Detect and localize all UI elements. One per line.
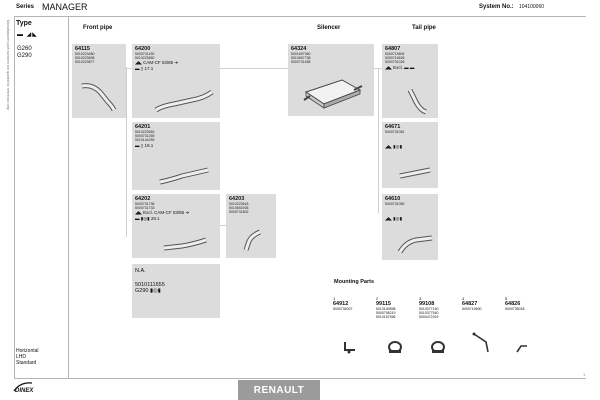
oem-code: 5010223480: [75, 52, 95, 56]
header-divider: [14, 16, 586, 17]
oem-code: 5000719600: [462, 307, 482, 311]
mounting-item-99108[interactable]: [419, 296, 459, 360]
silencer-drawing-icon: [302, 72, 364, 112]
item-index: 2: [376, 296, 379, 301]
oem-code: 5010223650: [135, 56, 155, 61]
logo-text: DINEX: [15, 388, 34, 394]
part-number: 99115: [376, 301, 391, 307]
part-number: 64201: [135, 124, 151, 130]
system-number-label: System No.:: [479, 4, 514, 10]
oem-code: 5001697360: [291, 52, 311, 56]
oem-code: 5000731796: [135, 202, 155, 206]
type-column-divider: [68, 16, 69, 378]
part-number: 64826: [505, 301, 521, 307]
oem-code: 5000731492: [135, 52, 155, 56]
model-g260: G260: [17, 46, 32, 52]
brand-banner: RENAULT: [238, 380, 320, 400]
oem-code: 5000798219: [376, 311, 396, 316]
part-box-not-available[interactable]: [132, 264, 220, 318]
oem-code: 5010223695: [75, 56, 95, 61]
oem-code: 5010157596: [376, 315, 396, 320]
part-number: 64324: [291, 46, 307, 52]
oem-code: 5000731081: [385, 130, 405, 134]
oem-code: 5000472319: [419, 315, 439, 320]
oem-code: 5010657738: [291, 56, 311, 61]
oem-code: 5000734007: [333, 307, 353, 311]
part-box-64610[interactable]: [382, 194, 438, 260]
vehicle-type-icon: ▬ ◢◣: [17, 32, 38, 38]
pipe-drawing-icon: [152, 88, 216, 114]
part-number: 64807: [385, 46, 401, 52]
connector: [378, 68, 379, 213]
variant: Standard: [16, 360, 37, 366]
clamp-icon: [429, 340, 447, 354]
page-mark: 1: [583, 372, 586, 377]
oem-code: 5010140898: [376, 307, 396, 311]
oem-code: 5000731265: [135, 134, 155, 139]
part-box-64115[interactable]: [72, 44, 126, 118]
part-box-64203[interactable]: [226, 194, 276, 258]
pipe-drawing-icon: [156, 166, 212, 186]
oem-code: 5000731080: [385, 202, 405, 206]
part-box-64202[interactable]: [132, 194, 220, 258]
side-note: Manufacturers part numbers are quoted for reference only: [6, 20, 10, 110]
item-index: 4: [462, 296, 465, 301]
oem-code: 5000719604: [385, 52, 405, 56]
item-index: 3: [419, 296, 422, 301]
part-number: 64115: [75, 46, 90, 52]
item-index: 5: [505, 296, 508, 301]
oem-code: 5010377140: [419, 307, 439, 311]
oem-code: 5000719626: [385, 56, 405, 61]
section-tail-pipe: Tail pipe: [412, 25, 436, 31]
fitment-note: ◢◣ CAM-CF 03/85 ➜: [135, 60, 179, 66]
system-number-value: 104100060: [519, 4, 545, 10]
part-number: 64202: [135, 196, 151, 202]
series-value: MANAGER: [42, 2, 88, 12]
pipe-drawing-icon: [404, 86, 430, 116]
part-box-64807[interactable]: [382, 44, 438, 118]
pipe-drawing-icon: [398, 166, 434, 180]
part-box-64200[interactable]: [132, 44, 220, 118]
section-silencer: Silencer: [317, 25, 341, 31]
drive-side: LHD: [16, 354, 27, 360]
part-box-64201[interactable]: [132, 122, 220, 190]
oem-code: 5010692405: [229, 206, 249, 211]
part-number: 64200: [135, 46, 151, 52]
fitment-note: G290 ▮◎▮: [135, 288, 161, 294]
bracket-icon: [343, 340, 357, 354]
oem-code: 5000731802: [229, 210, 249, 215]
oem-code: 5010377540: [419, 311, 439, 316]
oem-code: 5000731733: [135, 206, 155, 211]
series-label: Series: [16, 4, 35, 10]
fitment-note: ◢◣ ▮◎▮: [385, 216, 403, 222]
length-note: ▬ ▯ 19.1: [135, 142, 154, 148]
part-number: N.A.: [135, 268, 146, 274]
model-g290: G290: [17, 53, 32, 59]
part-number: 64912: [333, 301, 349, 307]
oem-code: 5000731458: [291, 60, 311, 65]
oem-code: 5010223877: [75, 60, 95, 65]
pipe-drawing-icon: [396, 230, 436, 256]
bracket-icon: [515, 342, 529, 354]
part-box-64324[interactable]: [288, 44, 374, 116]
oem-code: 5000731026: [385, 60, 405, 65]
pipe-drawing-icon: [160, 234, 210, 254]
part-number: 64671: [385, 124, 401, 130]
mounting-item-64827[interactable]: [462, 296, 502, 360]
oem-code: 5010223618: [229, 202, 249, 206]
part-number: 64610: [385, 196, 401, 202]
pipe-drawing-icon: [240, 228, 266, 254]
part-number: 64827: [462, 301, 478, 307]
pipe-drawing-icon: [78, 80, 122, 114]
fitment-note: ◢◣ Excl. ▬ ▬: [385, 64, 415, 70]
fitment-note: ◢◣ Excl. CAM-CF 03/85 ➜: [135, 210, 190, 216]
oem-code: 5010144259: [135, 138, 155, 143]
part-number: 99108: [419, 301, 435, 307]
footer-divider: [14, 378, 586, 379]
hanger-strap-icon: [470, 330, 494, 356]
oem-code: 5010111655: [135, 282, 165, 288]
fitment-note: ◢◣ ▮◎▮: [385, 144, 403, 150]
mounting-item-99115[interactable]: [376, 296, 416, 360]
left-border: [14, 16, 15, 378]
oem-code: 5010223653: [135, 130, 155, 134]
connector: [220, 68, 288, 69]
part-box-64671[interactable]: [382, 122, 438, 188]
mounting-item-64912[interactable]: [333, 296, 373, 360]
clamp-icon: [386, 340, 404, 354]
connector: [126, 67, 127, 237]
mounting-position: Horizontal: [16, 348, 39, 354]
type-title: Type: [16, 20, 32, 27]
length-note: ▬ ▯ 17.1: [135, 66, 154, 72]
part-number: 64203: [229, 196, 245, 202]
length-note: ▬ ▮◎▮ 28.1: [135, 216, 160, 222]
mounting-parts-title: Mounting Parts: [334, 279, 375, 285]
mounting-item-64826[interactable]: [505, 296, 545, 360]
dinex-logo: [12, 380, 40, 394]
oem-code: 5000735018: [505, 307, 525, 311]
section-front-pipe: Front pipe: [83, 25, 113, 31]
item-index: 1: [333, 296, 336, 301]
